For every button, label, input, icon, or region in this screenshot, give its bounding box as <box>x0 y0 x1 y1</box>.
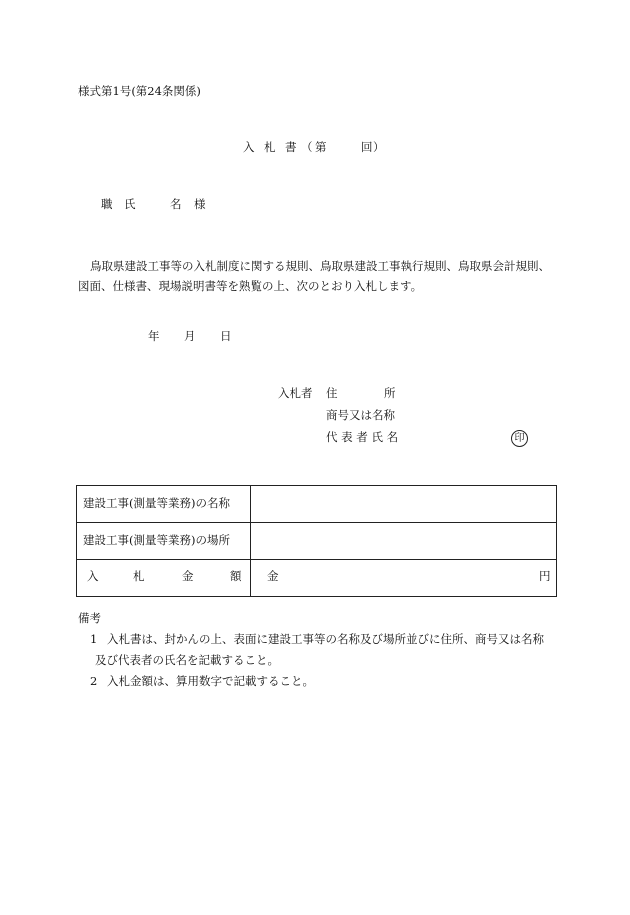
remarks-section <box>78 608 578 692</box>
title-char: 書 <box>285 140 297 154</box>
project-location-label: 建設工事(測量等業務)の場所 <box>77 523 251 560</box>
seal-mark: 印 <box>511 430 528 447</box>
bid-amount-label-char: 入 <box>87 569 99 583</box>
remark-text: 入札書は、封かんの上、表面に建設工事等の名称及び場所並びに住所、商号又は名称 <box>107 632 544 646</box>
remarks-heading: 備考 <box>78 611 101 625</box>
table-row <box>77 560 557 597</box>
table-row <box>77 486 557 523</box>
title-char: 札 <box>264 140 276 154</box>
bidder-label: 入札者 <box>278 386 313 400</box>
date-day: 日 <box>220 329 232 343</box>
addressee-char: 職 <box>101 197 113 211</box>
preamble-line: 図面、仕様書、現場説明書等を熟覧の上、次のとおり入札します。 <box>78 279 423 293</box>
representative-label: 代 表 者 氏 名 <box>326 430 399 444</box>
bid-amount-label-char: 札 <box>133 569 145 583</box>
remark-item <box>78 629 578 650</box>
remark-number: 1 <box>90 632 98 646</box>
remark-item <box>78 671 578 692</box>
bid-amount-value[interactable] <box>251 560 557 597</box>
project-name-label: 建設工事(測量等業務)の名称 <box>77 486 251 523</box>
date-month: 月 <box>184 329 196 343</box>
bid-amount-unit: 円 <box>539 569 551 583</box>
date-year: 年 <box>148 329 160 343</box>
table-row <box>77 523 557 560</box>
title-char: 回 <box>361 140 373 154</box>
title-char: 入 <box>243 140 255 154</box>
title-char: （ <box>301 140 313 154</box>
project-location-value[interactable] <box>251 523 557 560</box>
bid-amount-prefix: 金 <box>267 569 279 583</box>
address-label-a: 住 <box>326 386 338 400</box>
addressee-char: 氏 <box>124 197 136 211</box>
remark-number: 2 <box>90 674 98 688</box>
preamble-line: 鳥取県建設工事等の入札制度に関する規則、鳥取県建設工事執行規則、鳥取県会計規則、 <box>90 259 550 273</box>
addressee-char: 様 <box>194 197 206 211</box>
project-name-value[interactable] <box>251 486 557 523</box>
bid-details-table <box>76 485 557 597</box>
remark-text: 及び代表者の氏名を記載すること。 <box>95 653 279 667</box>
bid-amount-label-char: 額 <box>230 569 242 583</box>
remark-item-continuation <box>78 650 578 671</box>
bid-amount-label-char: 金 <box>182 569 194 583</box>
preamble-paragraph <box>78 256 563 296</box>
bid-amount-label <box>77 560 251 597</box>
title-char: 第 <box>315 140 327 154</box>
remark-text: 入札金額は、算用数字で記載すること。 <box>107 674 314 688</box>
form-number: 様式第1号(第24条関係) <box>78 84 201 98</box>
addressee-char: 名 <box>170 197 182 211</box>
address-label-b: 所 <box>384 386 396 400</box>
title-char: ） <box>373 140 385 154</box>
trade-name-label: 商号又は名称 <box>326 408 395 422</box>
